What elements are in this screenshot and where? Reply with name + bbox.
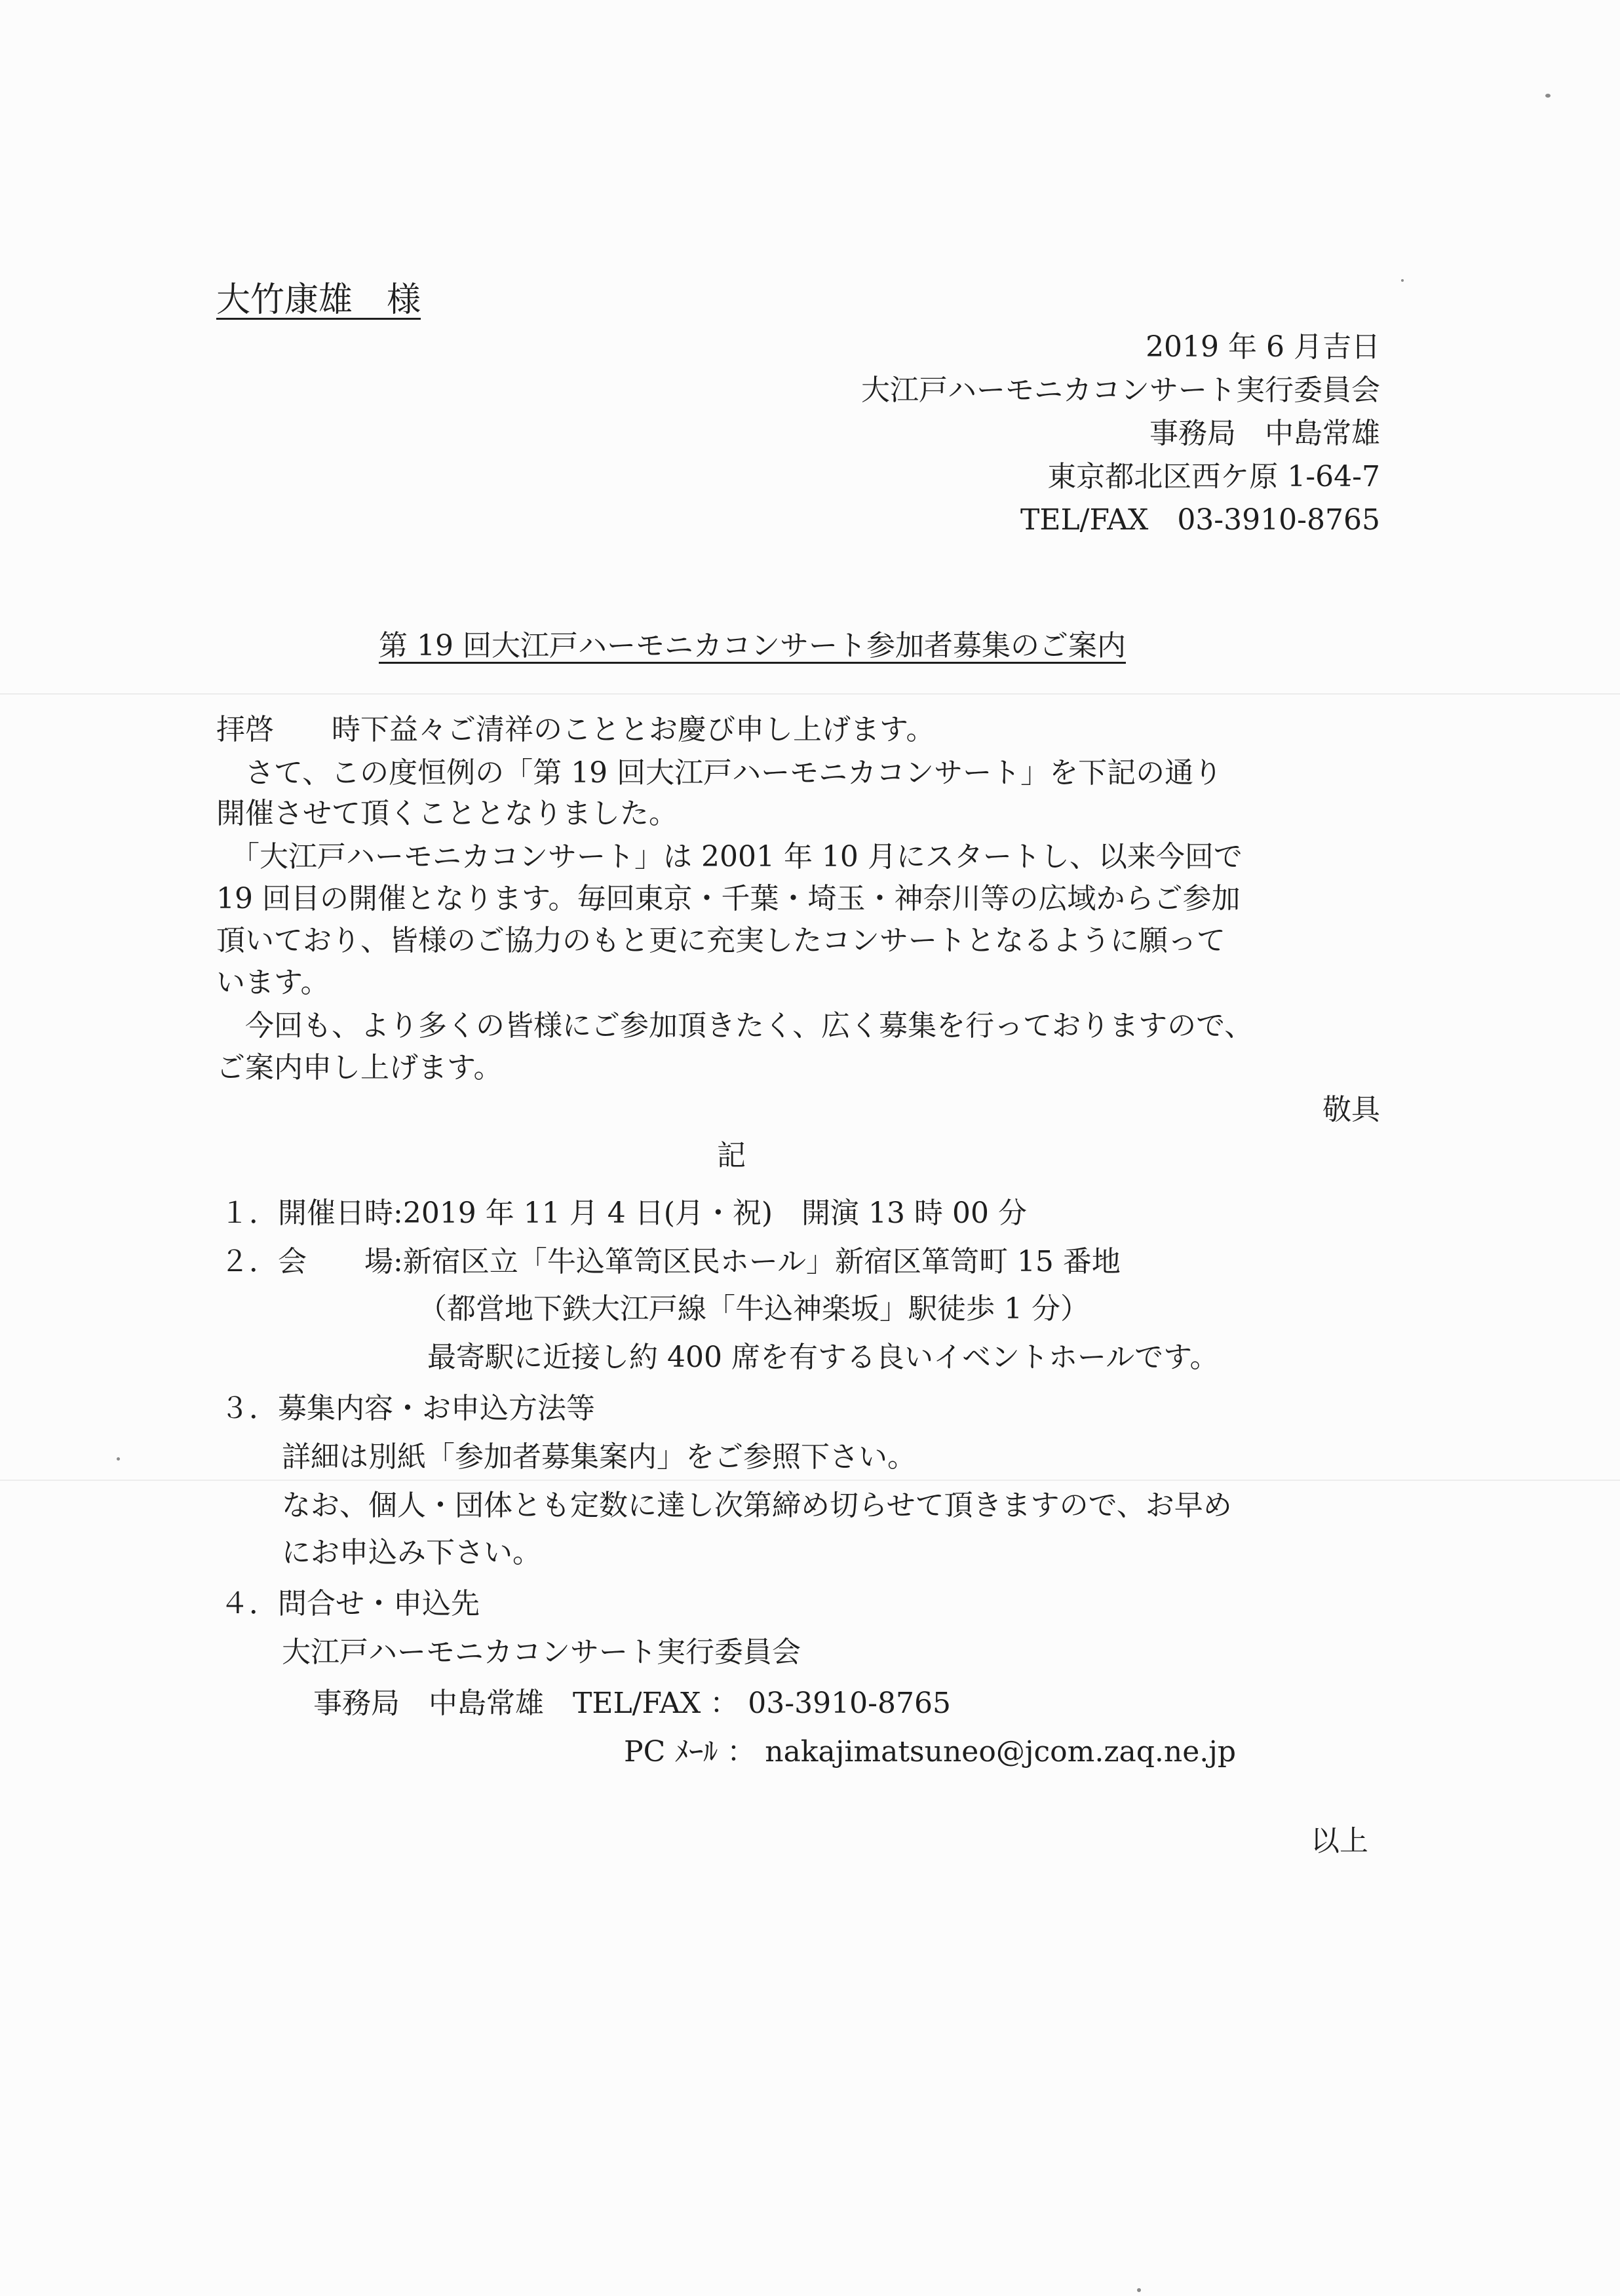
item-date-time: １．開催日時:2019 年 11 月 4 日(月・祝) 開演 13 時 00 分 <box>220 1196 1027 1230</box>
end-marker: 以上 <box>1311 1824 1368 1858</box>
greeting-paragraph: 拝啓 時下益々ご清祥のこととお慶び申し上げます。 <box>216 713 935 746</box>
paper-speck <box>1545 94 1551 98</box>
body-line: 頂いており、皆様のご協力のもと更に充実したコンサートとなるように願って <box>216 924 1225 957</box>
paper-fold-line <box>0 1480 1620 1481</box>
paper-speck <box>117 1457 120 1461</box>
body-line: います。 <box>216 966 330 999</box>
body-line: さて、この度恒例の「第 19 回大江戸ハーモニカコンサート」を下記の通り <box>216 756 1223 790</box>
contact-office-telfax: 事務局 中島常雄 TEL/FAX ： 03-3910-8765 <box>313 1687 951 1720</box>
paper-speck <box>1401 279 1404 282</box>
paper-speck <box>1137 2288 1141 2292</box>
sender-telfax: TEL/FAX 03-3910-8765 <box>1020 503 1380 537</box>
paper-fold-line <box>0 693 1620 695</box>
body-line: 開催させて頂くこととなりました。 <box>216 797 678 830</box>
item-recruitment: ３．募集内容・お申込方法等 <box>220 1392 595 1425</box>
sender-office: 事務局 中島常雄 <box>1149 417 1380 450</box>
contact-organization: 大江戸ハーモニカコンサート実行委員会 <box>282 1636 801 1669</box>
item-recruitment-note: なお、個人・団体とも定数に達し次第締め切らせて頂きますので、お早め <box>282 1489 1232 1522</box>
body-line: 19 回目の開催となります。毎回東京・千葉・埼玉・神奈川等の広域からご参加 <box>216 882 1241 915</box>
item-recruitment-detail: 詳細は別紙「参加者募集案内」をご参照下さい。 <box>282 1440 916 1474</box>
sender-organization: 大江戸ハーモニカコンサート実行委員会 <box>861 373 1380 407</box>
letter-date: 2019 年 6 月吉日 <box>1146 330 1380 364</box>
item-venue: ２．会 場:新宿区立「牛込箪笥区民ホール」新宿区箪笥町 15 番地 <box>220 1245 1121 1278</box>
item-recruitment-note: にお申込み下さい。 <box>282 1536 541 1569</box>
addressee: 大竹康雄 様 <box>216 280 421 320</box>
closing-keigu: 敬具 <box>1322 1093 1380 1126</box>
contact-email: PC ﾒｰﾙ ： nakajimatsuneo@jcom.zaq.ne.jp <box>624 1735 1237 1769</box>
body-line: 今回も、より多くの皆様にご参加頂きたく、広く募集を行っておりますので、 <box>216 1009 1254 1043</box>
letter-title: 第 19 回大江戸ハーモニカコンサート参加者募集のご案内 <box>379 629 1126 662</box>
body-line: ご案内申し上げます。 <box>216 1051 503 1084</box>
sender-address: 東京都北区西ケ原 1-64-7 <box>1047 460 1380 493</box>
item-venue-access: （都営地下鉄大江戸線「牛込神楽坂」駅徒歩 1 分） <box>418 1292 1089 1326</box>
item-venue-description: 最寄駅に近接し約 400 席を有する良いイベントホールです。 <box>427 1341 1219 1374</box>
body-line: 「大江戸ハーモニカコンサート」は 2001 年 10 月にスタートし、以来今回で <box>216 840 1243 873</box>
ki-heading: 記 <box>717 1139 746 1172</box>
item-contact: ４．問合せ・申込先 <box>220 1587 480 1620</box>
